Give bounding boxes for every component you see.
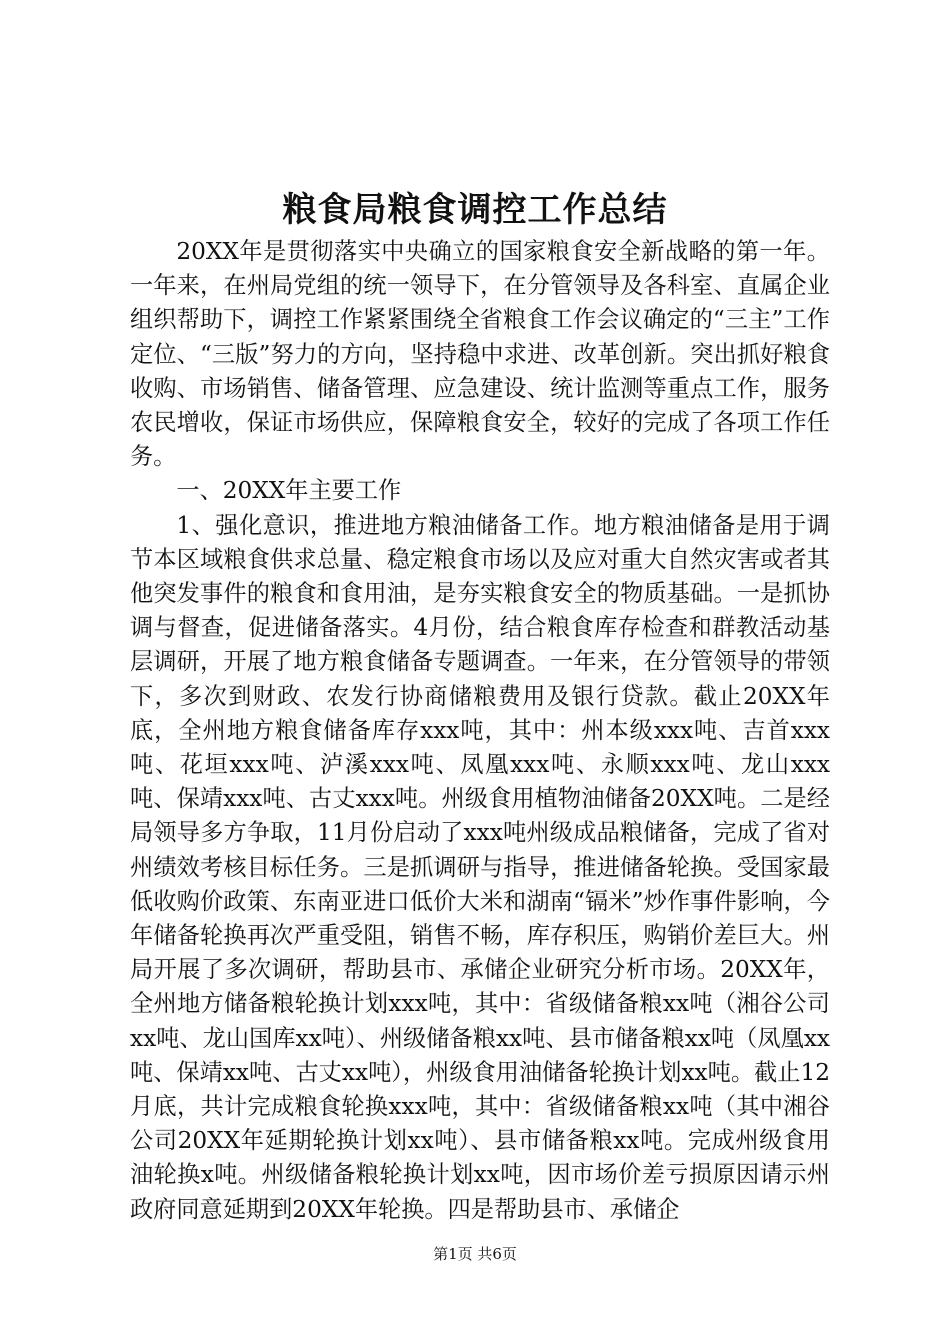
paragraph-storage: 1、强化意识，推进地方粮油储备工作。地方粮油储备是用于调节本区域粮食供求总量、稳定粮食市场以及应对重大自然灾害或者其他突发事件的粮食和食用油，是夯实粮食安全的物质基础。一是抓协调与督查，促进储备落实。4月份，结合粮食库存检查和群教活动基层调研，开展了地方粮食储备专题调查。一年来，在分管领导的带领下，多次到财政、农发行协商储粮费用及银行贷款。截止20XX年底，全州地方粮食储备库存xxx吨，其中：州本级xxx吨、吉首xxx吨、花垣xxx吨、泸溪xxx吨、凤凰xxx吨、永顺xxx吨、龙山xxx吨、保靖xxx吨、古丈xxx吨。州级食用植物油储备20XX吨。二是经局领导多方争取，11月份启动了xxx吨州级成品粮储备，完成了省对州绩效考核目标任务。三是抓调研与指导，推进储备轮换。受国家最低收购价政策、东南亚进口低价大米和湖南“镉米”炒作事件影响，今年储备轮换再次严重受阻，销售不畅，库存积压，购销价差巨大。州局开展了多次调研，帮助县市、承储企业研究分析市场。20XX年，全州地方储备粮轮换计划xxx吨，其中：省级储备粮xx吨（湘谷公司xx吨、龙山国库xx吨）、州级储备粮xx吨、县市储备粮xx吨（凤凰xx吨、保靖xx吨、古丈xx吨），州级食用油储备轮换计划xx吨。截止12月底，共计完成粮食轮换xxx吨，其中：省级储备粮xx吨（其中湘谷公司20XX年延期轮换计划xx吨）、县市储备粮xx吨。完成州级食用油轮换x吨。州级储备粮轮换计划xx吨，因市场价差亏损原因请示州政府同意延期到20XX年轮换。四是帮助县市、承储企 — [130, 511, 830, 1223]
paragraph-intro: 20XX年是贯彻落实中央确立的国家粮食安全新战略的第一年。一年来，在州局党组的统一领导下，在分管领导及各科室、直属企业组织帮助下，调控工作紧紧围绕全省粮食工作会议确定的“三主”工作定位、“三版”努力的方向，坚持稳中求进、改革创新。突出抓好粮食收购、市场销售、储备管理、应急建设、统计监测等重点工作，服务农民增收，保证市场供应，保障粮食安全，较好的完成了各项工作任务。 — [130, 238, 830, 471]
page-footer: 第1页 共6页 — [433, 1245, 517, 1263]
document-title: 粮食局粮食调控工作总结 — [282, 190, 668, 230]
section-heading: 一、20XX年主要工作 — [176, 477, 402, 505]
document-body — [130, 235, 830, 1227]
